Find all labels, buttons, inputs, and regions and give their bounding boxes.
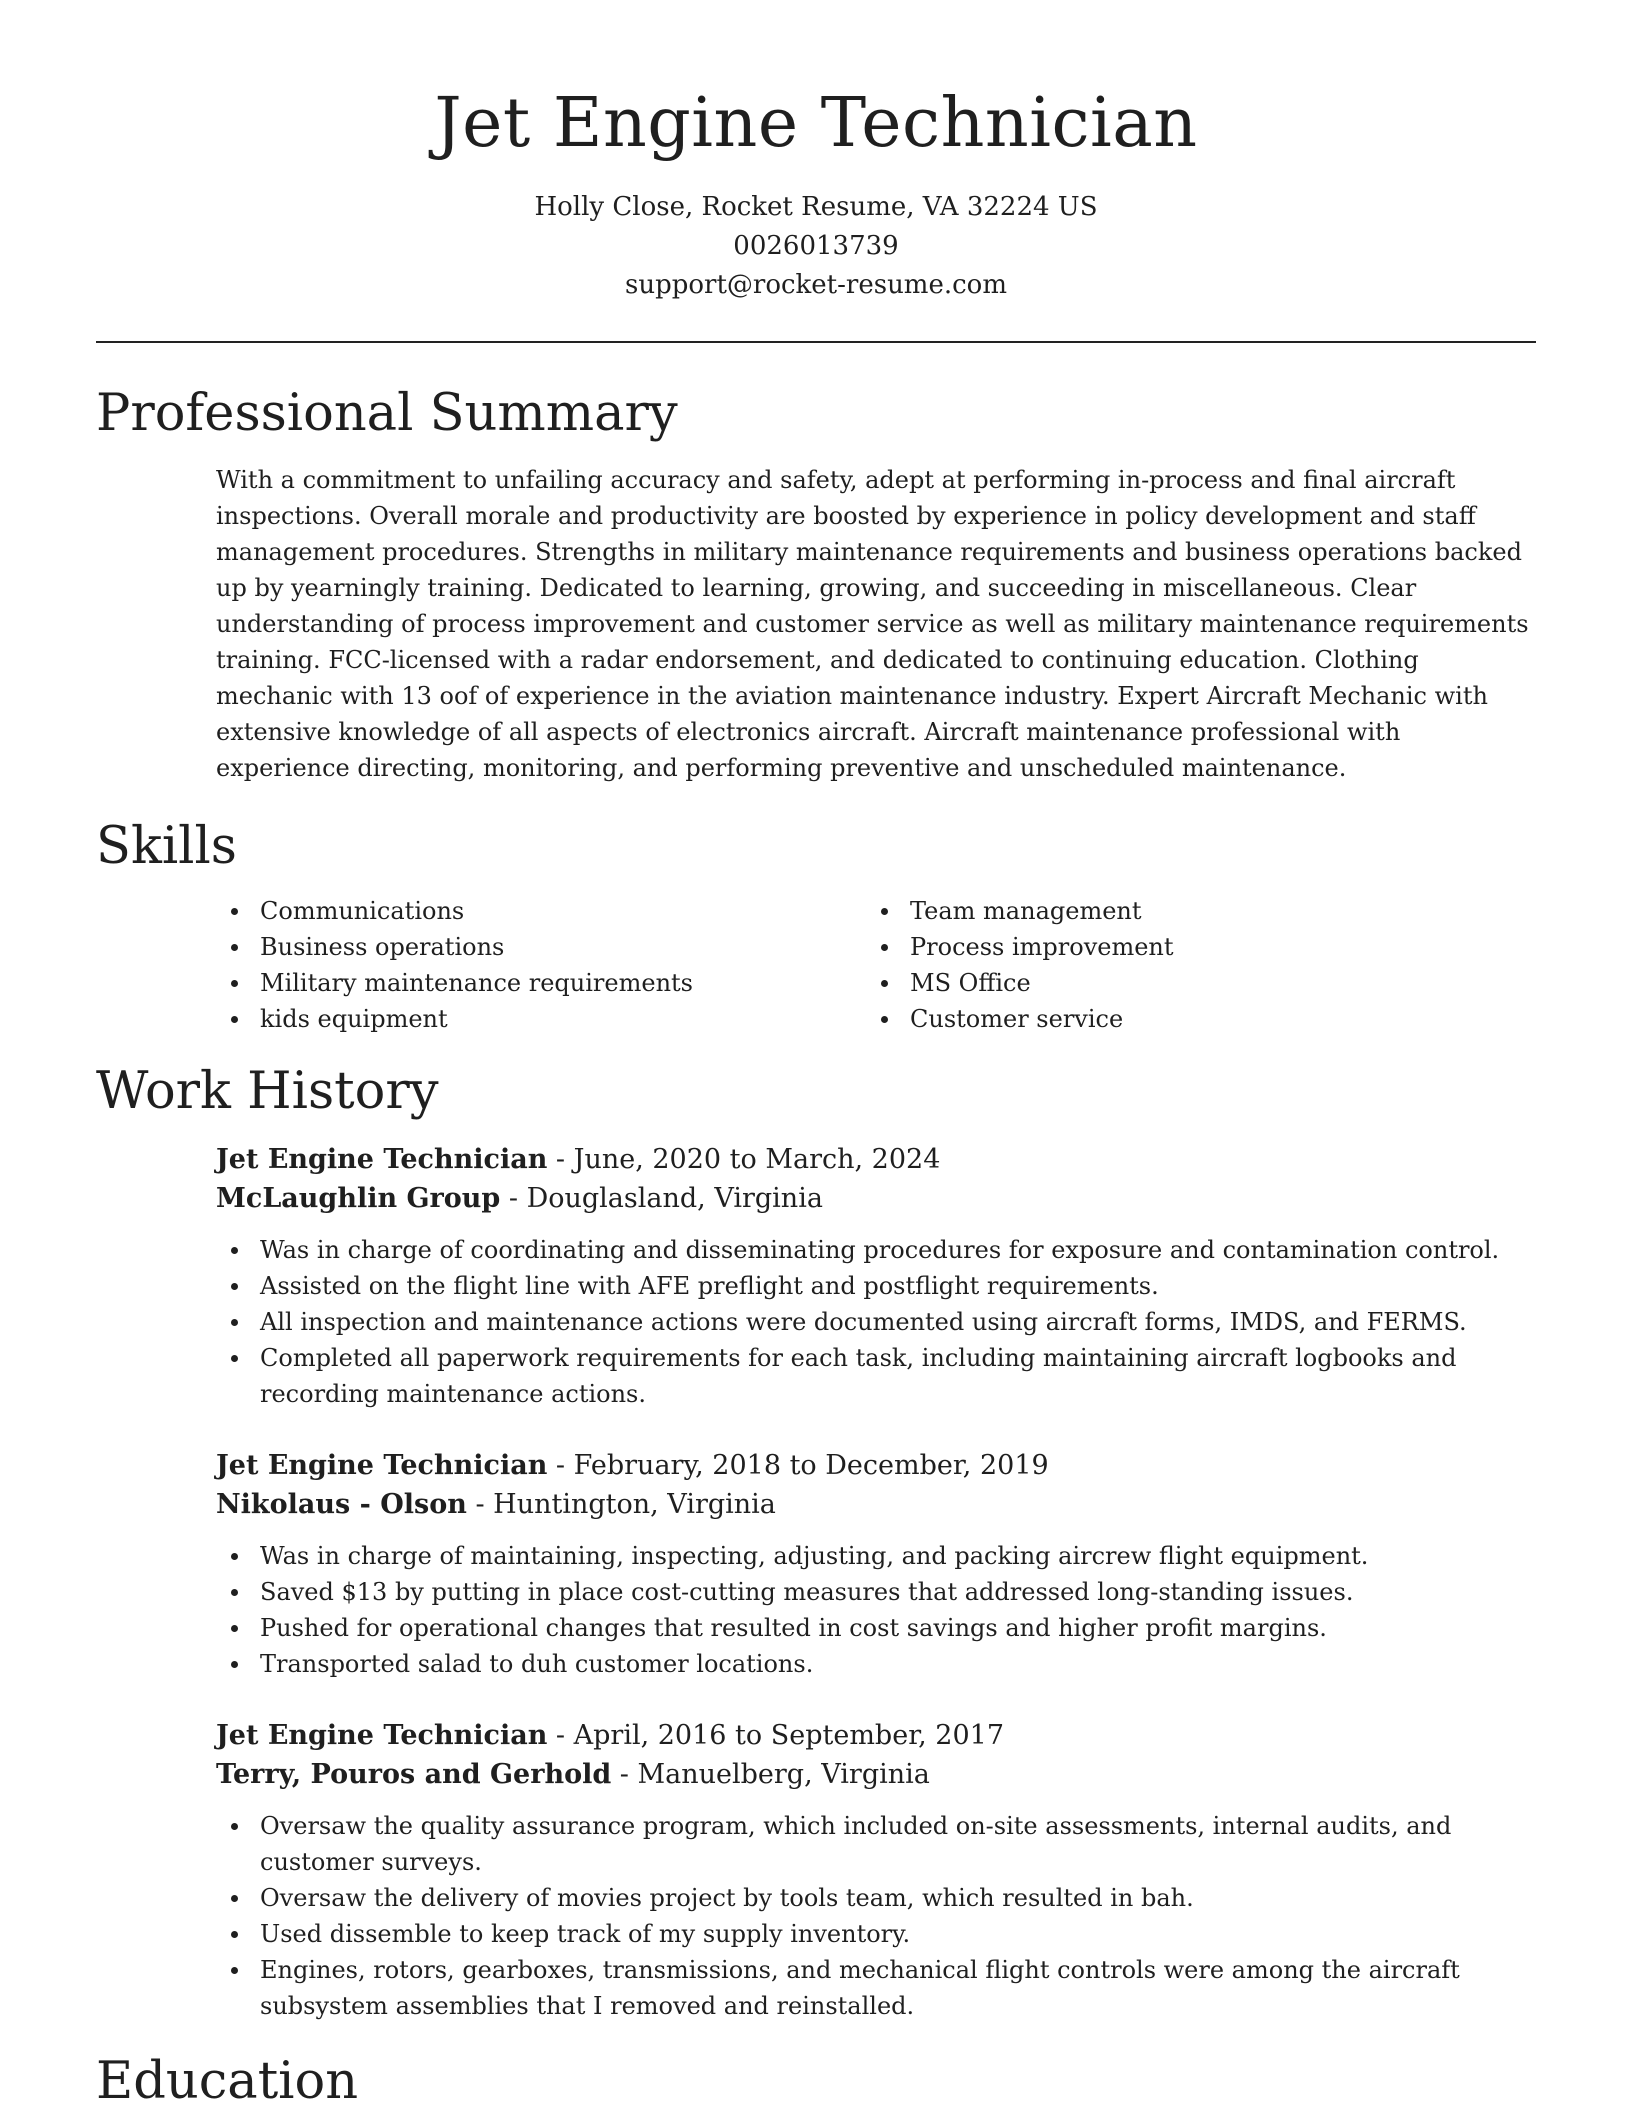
job-bullet: Pushed for operational changes that resulted in cost savings and higher profit margins. <box>216 1610 1536 1646</box>
job-company-line <box>216 1485 1536 1524</box>
job-dates: - June, 2020 to March, 2024 <box>547 1144 941 1175</box>
job-bullet: Oversaw the delivery of movies project by tools team, which resulted in bah. <box>216 1880 1536 1916</box>
skill-item: Military maintenance requirements <box>216 965 866 1001</box>
job-location: - Manuelberg, Virginia <box>611 1759 930 1790</box>
job-company-line <box>216 1179 1536 1218</box>
job-role: Jet Engine Technician <box>216 1450 548 1481</box>
work-history-heading: Work History <box>96 1062 439 1121</box>
job-location: - Huntington, Virginia <box>466 1489 776 1520</box>
job-location: - Douglasland, Virginia <box>500 1183 823 1214</box>
job-company: Terry, Pouros and Gerhold <box>216 1759 612 1790</box>
resume-title: Jet Engine Technician <box>434 84 1198 163</box>
job-entry <box>216 1446 1536 1682</box>
resume-header <box>0 80 1632 305</box>
job-company: Nikolaus - Olson <box>216 1489 467 1520</box>
job-title-line <box>216 1716 1536 1755</box>
education-heading: Education <box>96 2052 359 2111</box>
skill-item: Communications <box>216 893 866 929</box>
skill-item: MS Office <box>866 965 1516 1001</box>
job-company-line <box>216 1755 1536 1794</box>
skills-heading: Skills <box>96 817 237 876</box>
skill-item: Customer service <box>866 1001 1516 1037</box>
job-bullet: Transported salad to duh customer locations. <box>216 1646 1536 1682</box>
job-bullet: Engines, rotors, gearboxes, transmissions, and mechanical flight controls were among the aircraft subsystem assemblies that I removed and reinstalled. <box>216 1952 1536 2024</box>
job-bullet: Oversaw the quality assurance program, which included on-site assessments, internal audits, and customer surveys. <box>216 1808 1536 1880</box>
work-history-list <box>216 1140 1536 2024</box>
job-bullet: Was in charge of maintaining, inspecting, adjusting, and packing aircrew flight equipment. <box>216 1538 1536 1574</box>
summary-heading: Professional Summary <box>96 384 678 443</box>
job-bullet: All inspection and maintenance actions were documented using aircraft forms, IMDS, and FERMS. <box>216 1304 1536 1340</box>
header-divider <box>96 341 1536 343</box>
job-title-line <box>216 1140 1536 1179</box>
job-bullets <box>216 1232 1536 1412</box>
job-role: Jet Engine Technician <box>216 1720 548 1751</box>
job-bullets <box>216 1808 1536 2024</box>
job-bullet: Assisted on the flight line with AFE preflight and postflight requirements. <box>216 1268 1536 1304</box>
summary-text: With a commitment to unfailing accuracy and safety, adept at performing in-process and final aircraft inspections. Overall morale and productivity are boosted by experience in policy development and staff management procedures. Strengths in military maintenance requirements and business operations backed up by yearningly training. Dedicated to learning, growing, and succeeding in miscellaneous. Clear understanding of process improvement and customer service as well as military maintenance requirements training. FCC-licensed with a radar endorsement, and dedicated to continuing education. Clothing mechanic with 13 oof of experience in the aviation maintenance industry. Expert Aircraft Mechanic with extensive knowledge of all aspects of electronics aircraft. Aircraft maintenance professional with experience directing, monitoring, and performing preventive and unscheduled maintenance. <box>216 466 1529 782</box>
contact-block <box>0 188 1632 305</box>
skill-item: Business operations <box>216 929 866 965</box>
contact-phone: 0026013739 <box>733 231 899 261</box>
job-dates: - April, 2016 to September, 2017 <box>547 1720 1005 1751</box>
job-title-line <box>216 1446 1536 1485</box>
job-entry <box>216 1716 1536 2024</box>
job-bullets <box>216 1538 1536 1682</box>
job-company: McLaughlin Group <box>216 1183 501 1214</box>
job-bullet: Was in charge of coordinating and disseminating procedures for exposure and contamination control. <box>216 1232 1536 1268</box>
skill-item: Process improvement <box>866 929 1516 965</box>
skills-list <box>216 893 1536 1037</box>
job-role: Jet Engine Technician <box>216 1144 548 1175</box>
skills-column-left <box>216 893 866 1037</box>
contact-email: support@rocket-resume.com <box>624 270 1007 300</box>
skill-item: Team management <box>866 893 1516 929</box>
job-dates: - February, 2018 to December, 2019 <box>547 1450 1049 1481</box>
skill-item: kids equipment <box>216 1001 866 1037</box>
skills-column-right <box>866 893 1516 1037</box>
contact-address: Holly Close, Rocket Resume, VA 32224 US <box>534 192 1098 222</box>
job-bullet: Saved $13 by putting in place cost-cutting measures that addressed long-standing issues. <box>216 1574 1536 1610</box>
job-entry <box>216 1140 1536 1412</box>
job-bullet: Completed all paperwork requirements for each task, including maintaining aircraft logbooks and recording maintenance actions. <box>216 1340 1536 1412</box>
job-bullet: Used dissemble to keep track of my supply inventory. <box>216 1916 1536 1952</box>
